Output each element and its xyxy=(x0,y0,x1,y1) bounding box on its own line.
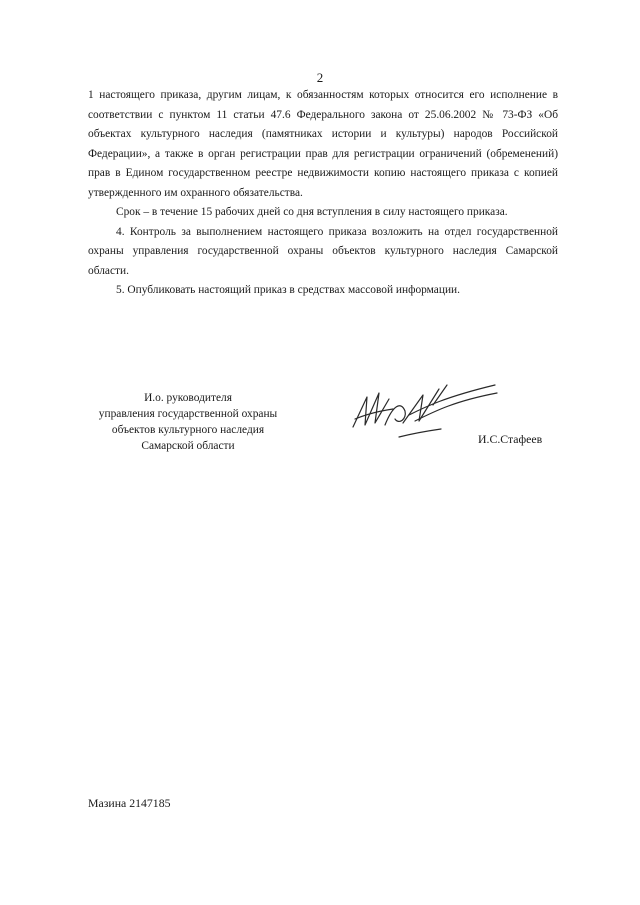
paragraph-publish: 5. Опубликовать настоящий приказ в средствах массовой информации. xyxy=(116,284,461,296)
signatory-title-line: объектов культурного наследия xyxy=(111,424,265,436)
page-number: 2 xyxy=(316,70,324,85)
signatory-title-line: управления государственной охраны xyxy=(98,408,278,420)
paragraph-control: 4. Контроль за выполнением настоящего приказа возложить на отдел государственной охраны управления государственной охраны объектов культурного наследия Самарской области. xyxy=(88,225,558,277)
signatory-title-line: Самарской области xyxy=(141,440,235,452)
signer-name: И.С.Стафеев xyxy=(478,432,543,446)
signatory-title-line: И.о. руководителя xyxy=(144,392,232,404)
signatory-title xyxy=(88,390,288,454)
paragraph-continuation: 1 настоящего приказа, другим лицам, к обязанностям которых относится его исполнение в соответствии с пунктом 11 статьи 47.6 Федерального закона от 25.06.2002 № 73-ФЗ «Об объектах культурного наследия (памятниках истории и культуры) народов Российской Федерации», а также в орган регистрации прав для регистрации ограничений (обременений) прав в Едином государственном реестре недвижимости копию настоящего приказа с копией утвержденного им охранного обязательства. xyxy=(88,89,558,199)
paragraph-deadline: Срок – в течение 15 рабочих дней со дня вступления в силу настоящего приказа. xyxy=(116,206,508,218)
executor-note: Мазина 2147185 xyxy=(88,796,171,810)
document-body xyxy=(88,86,558,301)
